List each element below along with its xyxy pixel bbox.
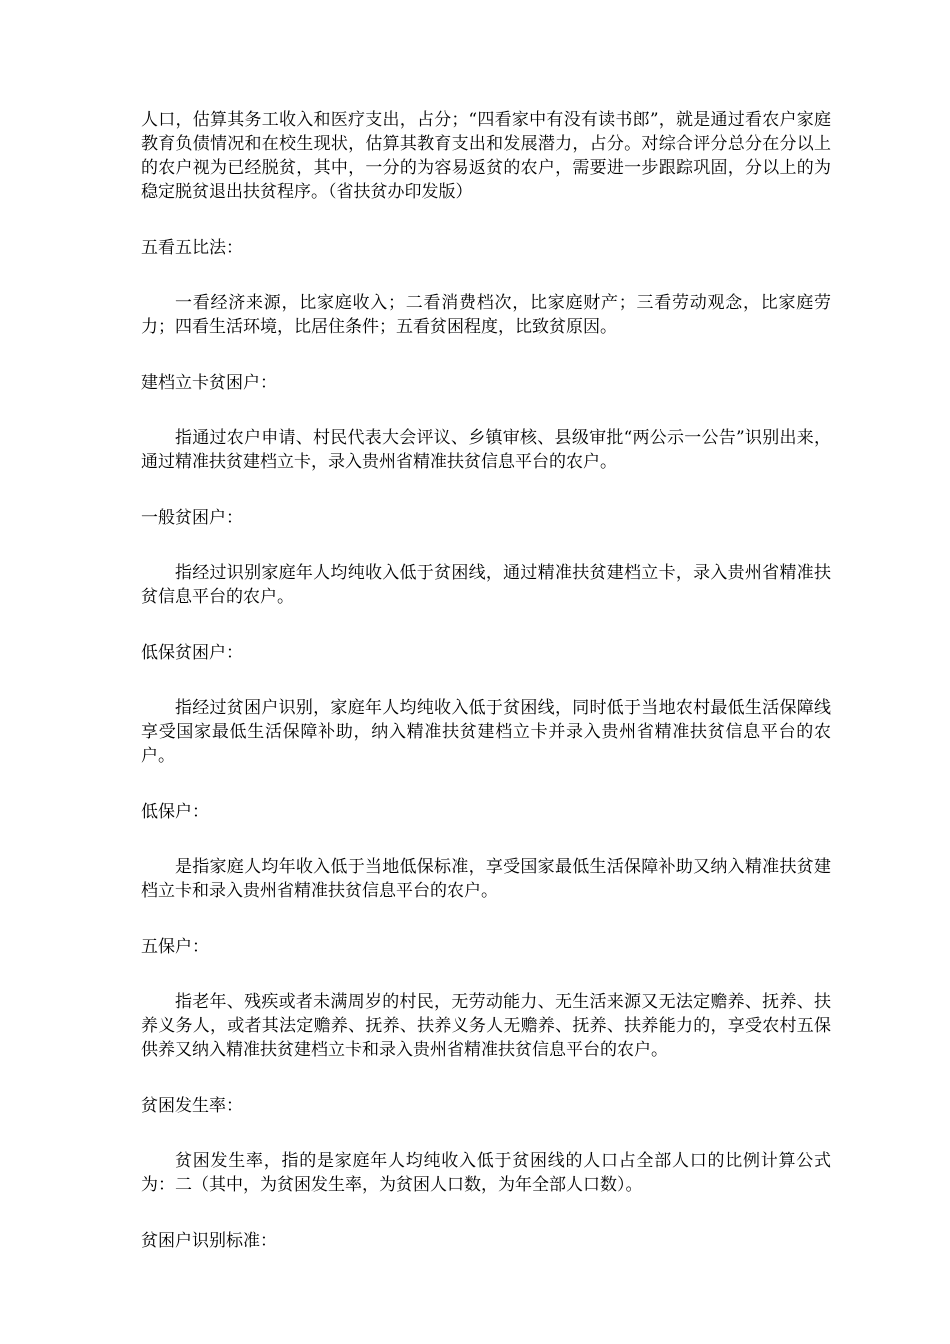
section-body-wukan-wubi: 一看经济来源，比家庭收入；二看消费档次，比家庭财产；三看劳动观念，比家庭劳力；四看生活环境，比居住条件；五看贫困程度，比致贫原因。 [141, 293, 831, 337]
section-body-wubaohu: 指老年、残疾或者未满周岁的村民，无劳动能力、无生活来源又无法定赡养、抚养、扶养义务人，或者其法定赡养、抚养、扶养义务人无赡养、抚养、扶养能力的，享受农村五保供养又纳入精准扶贫建档立卡和录入贵州省精准扶贫信息平台的农户。 [141, 992, 831, 1060]
section-heading-wubaohu: 五保户： [141, 937, 209, 957]
section-heading-wukan-wubi: 五看五比法： [141, 238, 243, 258]
section-body-pinkun-fashenglv: 贫困发生率，指的是家庭年人均纯收入低于贫困线的人口占全部人口的比例计算公式为：二（其中，为贫困发生率，为贫困人口数，为年全部人口数）。 [141, 1151, 831, 1195]
section-heading-dibao-pinkunhu: 低保贫困户： [141, 643, 243, 663]
section-heading-dibaohu: 低保户： [141, 802, 209, 822]
intro-paragraph: 人口，估算其务工收入和医疗支出，占分；“四看家中有没有读书郎”，就是通过看农户家庭教育负债情况和在校生现状，估算其教育支出和发展潜力，占分。对综合评分总分在分以上的农户视为已经脱贫，其中，一分的为容易返贫的农户，需要进一步跟踪巩固，分以上的为稳定脱贫退出扶贫程序。（省扶贫办印发版） [141, 110, 831, 202]
section-body-yiban-pinkunhu: 指经过识别家庭年人均纯收入低于贫困线，通过精准扶贫建档立卡，录入贵州省精准扶贫信息平台的农户。 [141, 563, 831, 607]
section-heading-shibie-biaozhun: 贫困户识别标准： [141, 1231, 277, 1251]
section-heading-yiban-pinkunhu: 一般贫困户： [141, 508, 243, 528]
section-body-dibaohu: 是指家庭人均年收入低于当地低保标准，享受国家最低生活保障补助又纳入精准扶贫建档立卡和录入贵州省精准扶贫信息平台的农户。 [141, 857, 831, 901]
section-body-jiandang-lika: 指通过农户申请、村民代表大会评议、乡镇审核、县级审批“两公示一公告”识别出来，通过精准扶贫建档立卡，录入贵州省精准扶贫信息平台的农户。 [141, 428, 831, 472]
section-heading-jiandang-lika: 建档立卡贫困户： [141, 373, 277, 393]
section-heading-pinkun-fashenglv: 贫困发生率： [141, 1096, 243, 1116]
document-page [141, 108, 831, 1253]
section-body-dibao-pinkunhu: 指经过贫困户识别，家庭年人均纯收入低于贫困线，同时低于当地农村最低生活保障线享受国家最低生活保障补助，纳入精准扶贫建档立卡并录入贵州省精准扶贫信息平台的农户。 [141, 698, 831, 766]
